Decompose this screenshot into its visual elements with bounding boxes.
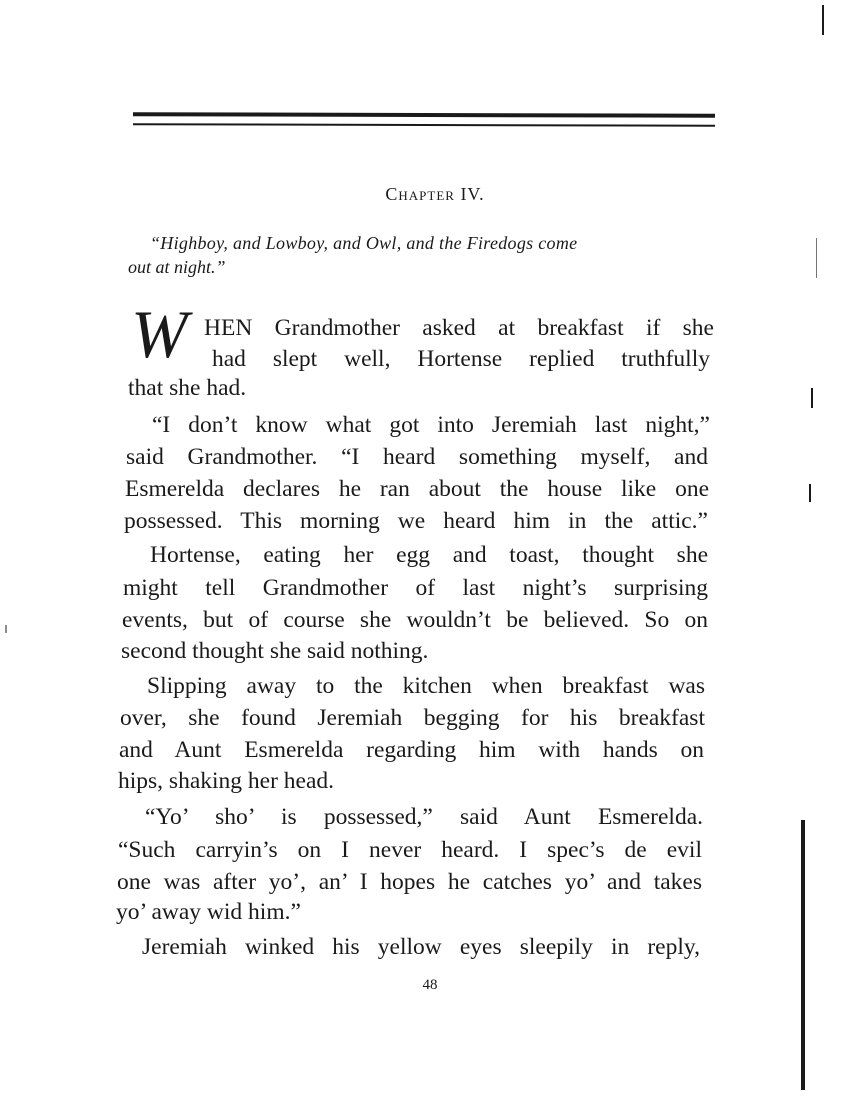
text-line: HEN Grandmother asked at breakfast if she bbox=[204, 315, 714, 341]
scan-mark bbox=[822, 5, 824, 35]
chapter-epigraph bbox=[128, 231, 718, 279]
chapter-title: Chapter IV. bbox=[385, 184, 485, 204]
text-line: might tell Grandmother of last night’s surprising bbox=[123, 575, 708, 601]
drop-cap: W bbox=[131, 296, 188, 372]
text-line: over, she found Jeremiah begging for his breakfast bbox=[120, 705, 705, 731]
scan-mark bbox=[811, 388, 813, 408]
text-line: Slipping away to the kitchen when breakfast was bbox=[147, 673, 705, 699]
text-line: events, but of course she wouldn’t be believed. So on bbox=[122, 607, 708, 633]
epigraph-line: “Highboy, and Lowboy, and Owl, and the Firedogs come bbox=[150, 233, 578, 253]
text-line: had slept well, Hortense replied truthfully bbox=[212, 346, 710, 372]
text-line: “I don’t know what got into Jeremiah last night,” bbox=[152, 412, 710, 438]
scan-mark bbox=[809, 484, 811, 502]
text-line: Esmerelda declares he ran about the house like one bbox=[125, 476, 709, 502]
text-line: possessed. This morning we heard him in the attic.” bbox=[124, 508, 708, 534]
text-line: Hortense, eating her egg and toast, thought she bbox=[150, 542, 708, 568]
text-line: hips, shaking her head. bbox=[118, 768, 335, 794]
text-line: and Aunt Esmerelda regarding him with hands on bbox=[119, 737, 704, 763]
scan-mark bbox=[816, 238, 817, 278]
text-line: “Such carryin’s on I never heard. I spec’s de evil bbox=[118, 837, 702, 863]
epigraph-line: out at night.” bbox=[128, 257, 226, 277]
text-line: said Grandmother. “I heard something myself, and bbox=[126, 444, 708, 470]
text-line: one was after yo’, an’ I hopes he catches yo’ and takes bbox=[117, 869, 702, 895]
text-line: yo’ away wid him.” bbox=[116, 899, 301, 925]
header-rule-thin bbox=[133, 123, 715, 127]
text-line: “Yo’ sho’ is possessed,” said Aunt Esmerelda. bbox=[145, 804, 703, 830]
scan-mark bbox=[801, 820, 805, 1090]
scan-mark bbox=[5, 625, 7, 633]
page-number: 48 bbox=[422, 977, 438, 993]
text-line: second thought she said nothing. bbox=[121, 638, 429, 664]
text-line: that she had. bbox=[128, 375, 247, 401]
header-rule-thick bbox=[133, 112, 715, 118]
text-line: Jeremiah winked his yellow eyes sleepily in reply, bbox=[142, 934, 700, 960]
